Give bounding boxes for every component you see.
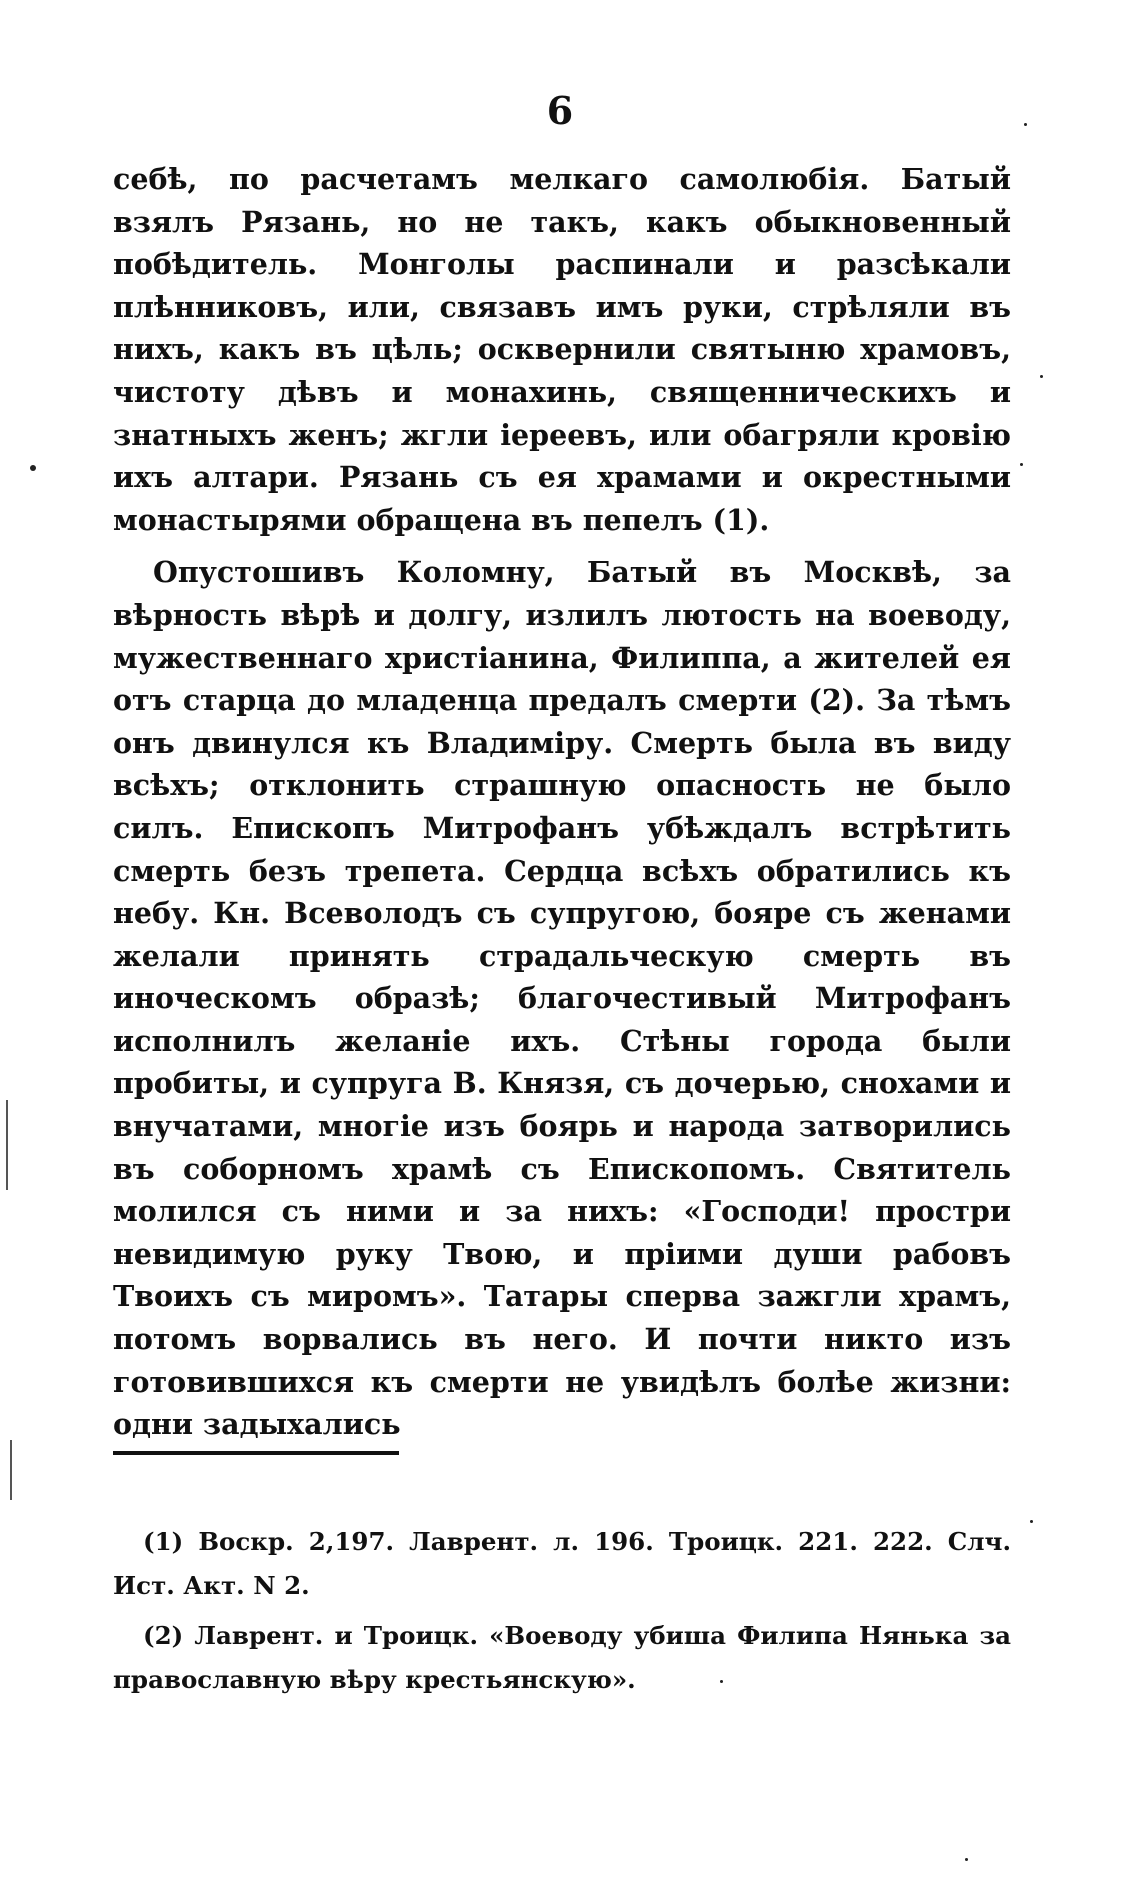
scan-speck (1030, 1520, 1033, 1523)
scan-speck (965, 1858, 968, 1861)
footnote-divider (113, 1451, 399, 1455)
paragraph-1: себѣ, по расчетамъ мелкаго самолюбія. Батый взялъ Рязань, но не такъ, какъ обыкновенный побѣдитель. Монголы распинали и разсѣкали плѣнниковъ, или, связавъ имъ руки, стрѣляли въ нихъ, какъ въ цѣль; осквернили святыню храмовъ, чистоту дѣвъ и монахинь, священническихъ и знатныхъ женъ; жгли іереевъ, или обагряли кровію ихъ алтари. Рязань съ ея храмами и окрестными монастырями обращена въ пепелъ (1). (113, 162, 1011, 537)
scan-speck (1040, 375, 1043, 378)
scan-edge (6, 1100, 8, 1190)
footnotes (113, 1520, 1011, 1702)
paragraph-2: Опустошивъ Коломну, Батый въ Москвѣ, за вѣрность вѣрѣ и долгу, излилъ лютость на воеводу, мужественнаго христіанина, Филиппа, а жителей ея отъ старца до младенца предалъ смерти (2). За тѣмъ онъ двинулся къ Владиміру. Смерть была въ виду всѣхъ; отклонить страшную опасность не было силъ. Епископъ Митрофанъ убѣждалъ встрѣтить смерть безъ трепета. Сердца всѣхъ обратились къ небу. Кн. Всеволодъ съ супругою, бояре съ женами желали принять страдальческую смерть въ иноческомъ образѣ; благочестивый Митрофанъ исполнилъ желаніе ихъ. Стѣны города были пробиты, и супруга В. Князя, съ дочерью, снохами и внучатами, многіе изъ боярь и народа затворились въ соборномъ храмѣ съ Епископомъ. Святитель молился съ ними и за нихъ: «Господи! простри невидимую руку Твою, и пріими души рабовъ Твоихъ съ миромъ». Татары сперва зажгли храмъ, потомъ ворвались въ него. И почти никто изъ готовившихся къ смерти не увидѣлъ болѣе жизни: одни задыхались (113, 555, 1011, 1442)
scan-speck (30, 465, 36, 471)
footnote-2: (2) Лаврент. и Троицк. «Воеводу убиша Филипа Нянька за православную вѣру крестьянскую». (113, 1621, 1011, 1694)
main-text (113, 158, 1011, 1446)
scan-speck (1024, 123, 1027, 126)
scan-speck (720, 1680, 723, 1683)
footnote-1: (1) Воскр. 2,197. Лаврент. л. 196. Троицк. 221. 222. Слч. Ист. Акт. N 2. (113, 1527, 1011, 1600)
scan-edge (10, 1440, 12, 1500)
page-number: 6 (546, 88, 574, 133)
scan-speck (1020, 463, 1023, 466)
